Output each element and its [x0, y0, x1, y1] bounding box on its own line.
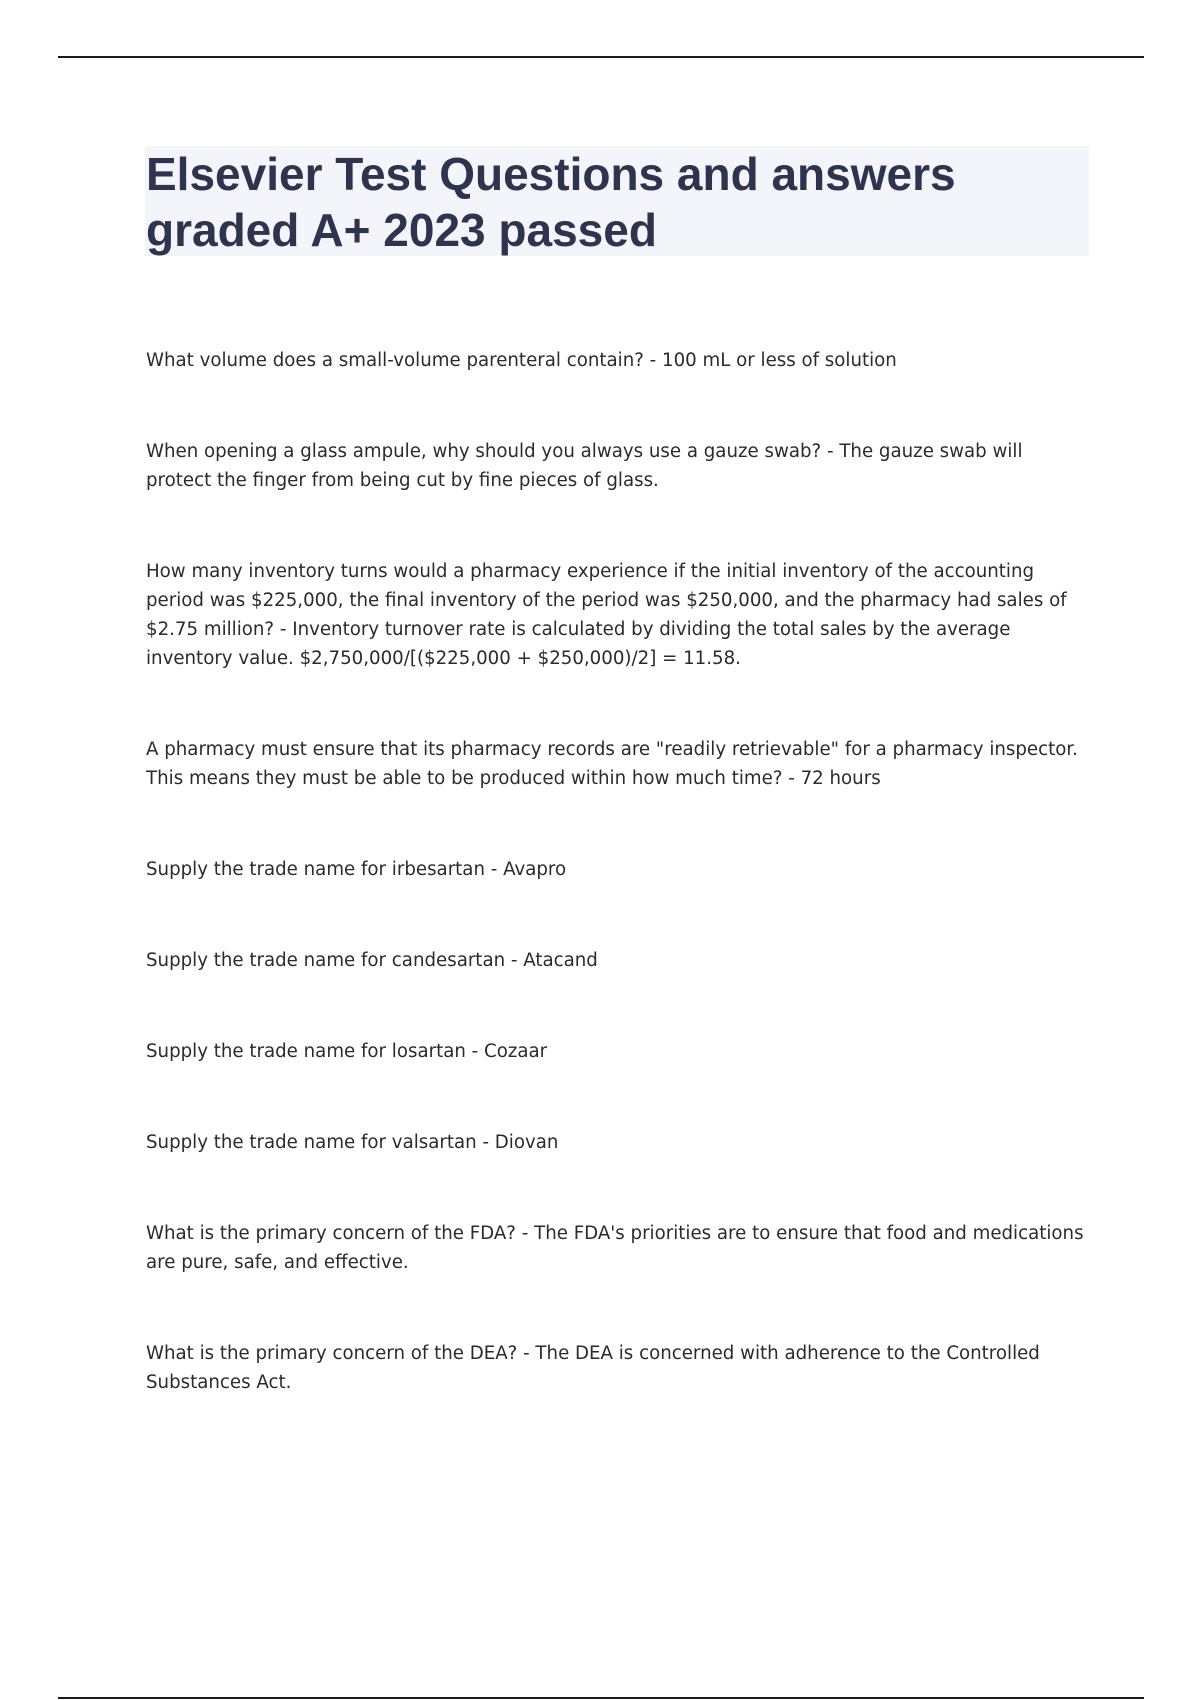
document-title: Elsevier Test Questions and answers graded A+ 2023 passed [146, 148, 956, 256]
qa-item: Supply the trade name for candesartan - Atacand [146, 950, 598, 971]
qa-item: What is the primary concern of the DEA? - The DEA is concerned with adherence to the Controlled Substances Act. [146, 1343, 1040, 1393]
top-divider [58, 56, 1144, 58]
qa-item: How many inventory turns would a pharmacy experience if the initial inventory of the accounting period was $225,000, the final inventory of the period was $250,000, and the pharmacy had sales of $2.75 million? - Inventory turnover rate is calculated by dividing the total sales by the average inventory value. $2,750,000/[($225,000 + $250,000)/2] = 11.58. [146, 561, 1067, 669]
qa-item: A pharmacy must ensure that its pharmacy records are "readily retrievable" for a pharmacy inspector. This means they must be able to be produced within how much time? - 72 hours [146, 739, 1078, 789]
qa-item: What is the primary concern of the FDA? - The FDA's priorities are to ensure that food and medications are pure, safe, and effective. [146, 1223, 1084, 1273]
qa-item: Supply the trade name for losartan - Cozaar [146, 1041, 548, 1062]
qa-item: Supply the trade name for irbesartan - Avapro [146, 859, 567, 880]
qa-item: Supply the trade name for valsartan - Diovan [146, 1132, 559, 1153]
qa-item: When opening a glass ampule, why should you always use a gauze swab? - The gauze swab will protect the finger from being cut by fine pieces of glass. [146, 441, 1023, 491]
qa-item: What volume does a small-volume parenteral contain? - 100 mL or less of solution [146, 350, 897, 371]
bottom-divider [58, 1697, 1144, 1699]
qa-list [146, 346, 1086, 1397]
